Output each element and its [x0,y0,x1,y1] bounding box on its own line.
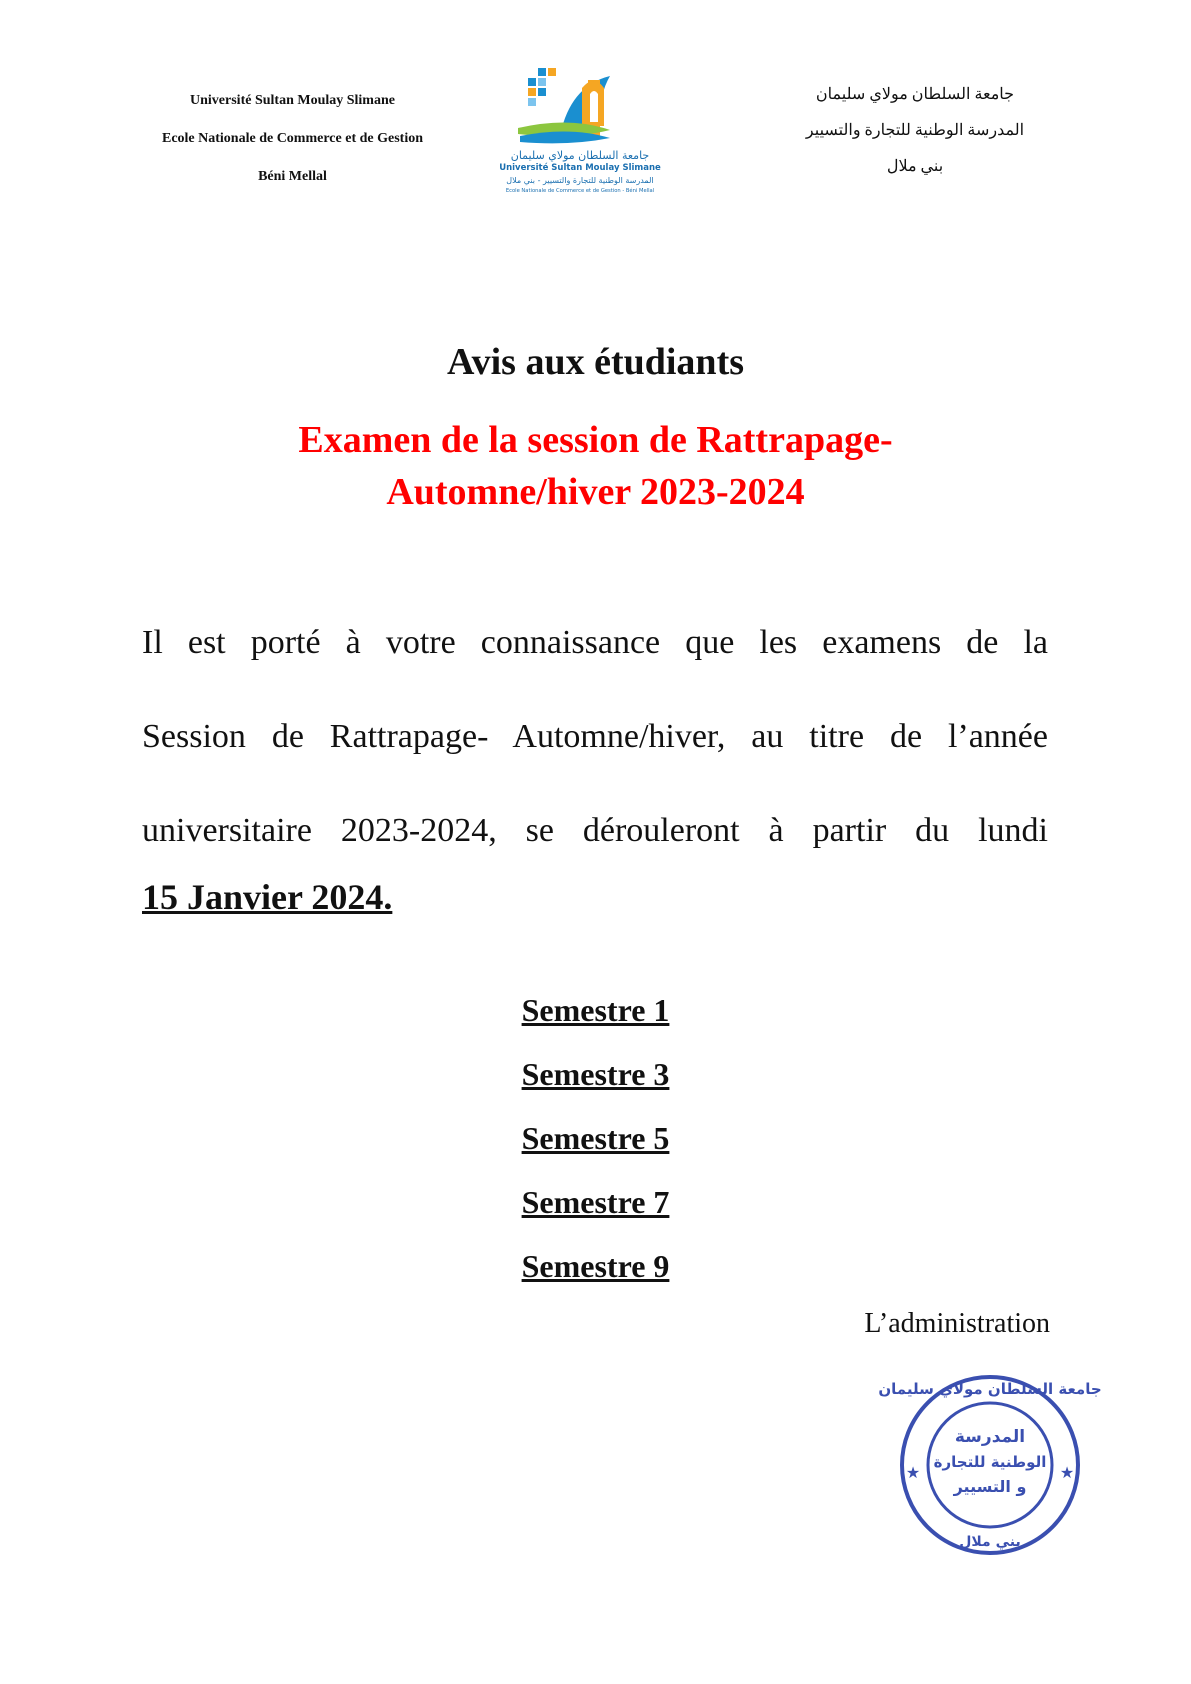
semester-item: Semestre 9 [521,1248,670,1284]
body-line: Il est porté à votre connaissance que les examens de la [142,624,1048,661]
stamp-bottom-text: بني ملال [959,1534,1021,1550]
header-arabic [800,82,1030,190]
stamp-star-icon: ★ [1059,1465,1075,1482]
stamp-star-icon: ★ [905,1465,921,1482]
header-french [140,92,445,206]
stamp-line-2: الوطنية للتجارة [933,1453,1047,1471]
signature: L’administration [864,1308,1050,1339]
school-name: Ecole Nationale de Commerce et de Gestion [161,131,423,146]
arabic-city-name: بني ملال [886,158,944,175]
semester-item: Semestre 3 [521,1056,670,1092]
official-stamp [878,1370,1102,1560]
notice-body [142,596,1048,878]
subtitle-line-1: Examen de la session de Rattrapage- [298,419,893,461]
stamp-line-3: و التسيير [953,1477,1027,1496]
body-line: Session de Rattrapage- Automne/hiver, au titre de l’année [142,718,1048,755]
logo-small: Ecole Nationale de Commerce et de Gestion - Béni Mellal [505,188,655,194]
semester-item: Semestre 7 [521,1184,670,1220]
notice-title: Avis aux étudiants [446,341,745,383]
stamp-outer-text: جامعة السلطان مولاي سليمان [878,1380,1102,1398]
notice-subtitle [230,414,961,518]
stamp-line-1: المدرسة [954,1427,1026,1447]
body-line: universitaire 2023-2024, se dérouleront à partir du lundi [142,812,1048,849]
semester-item: Semestre 5 [521,1120,670,1156]
arabic-university-name: جامعة السلطان مولاي سليمان [815,86,1015,103]
logo-arabic: جامعة السلطان مولاي سليمان [510,149,650,162]
semester-list [0,990,1191,1310]
semester-item: Semestre 1 [521,992,670,1028]
university-name: Université Sultan Moulay Slimane [190,93,395,108]
logo-arabic-school: المدرسة الوطنية للتجارة والتسيير - بني ملال [506,176,654,185]
university-logo [499,66,690,201]
city-name: Béni Mellal [258,169,327,184]
subtitle-line-2: Automne/hiver 2023-2024 [386,471,805,513]
arabic-school-name: المدرسة الوطنية للتجارة والتسيير [805,122,1025,139]
exam-date: 15 Janvier 2024. [142,877,393,917]
logo-name: Université Sultan Moulay Slimane [499,163,661,173]
